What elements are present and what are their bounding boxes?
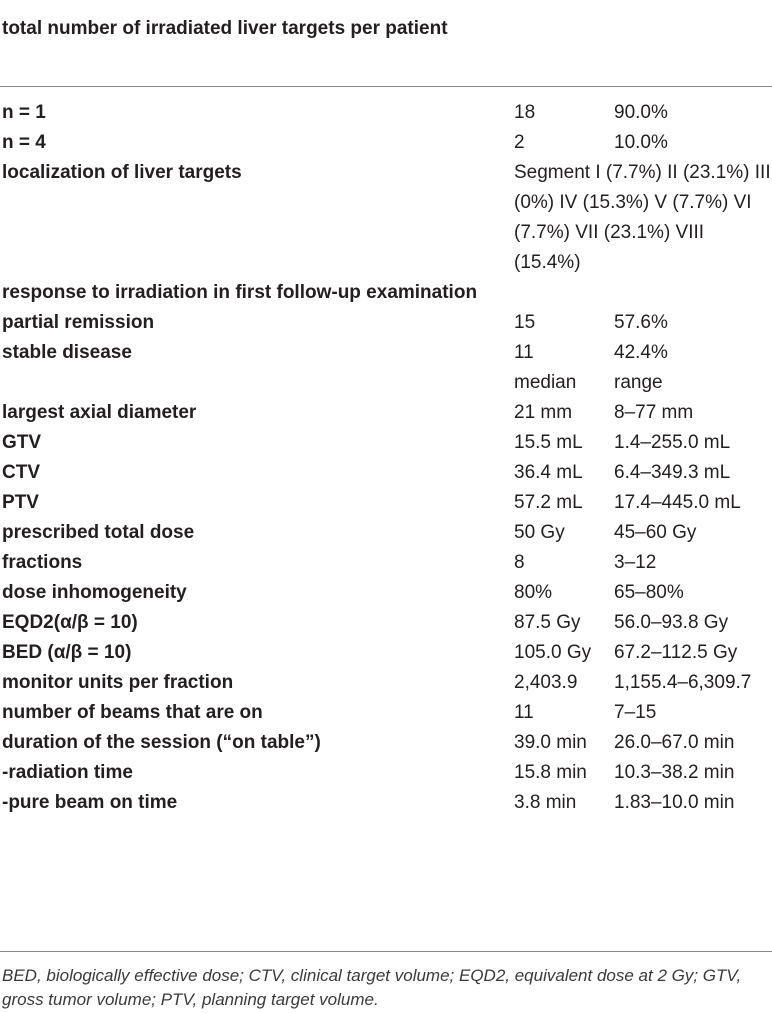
row-value-a: 105.0 Gy — [514, 642, 592, 663]
row-label: localization of liver targets — [2, 162, 242, 183]
table-row — [0, 578, 772, 608]
table-row — [0, 98, 772, 128]
row-value-a: 39.0 min — [514, 732, 587, 753]
table-row — [0, 368, 772, 398]
row-value-a: 15.8 min — [514, 762, 587, 783]
row-value-a: 15 — [514, 312, 536, 333]
row-value-a: 15.5 mL — [514, 432, 583, 453]
row-value-a: 80% — [514, 582, 553, 603]
row-value-a: 11 — [514, 342, 534, 363]
row-label: -radiation time — [2, 762, 133, 783]
row-value-a — [514, 278, 614, 308]
table-row — [0, 788, 772, 818]
table-row — [0, 398, 772, 428]
row-label: GTV — [2, 432, 42, 453]
row-value-b: 42.4% — [614, 342, 668, 363]
row-value-b: 17.4–445.0 mL — [614, 492, 741, 513]
row-label: n = 1 — [2, 102, 46, 123]
table-row — [0, 548, 772, 578]
table-row — [0, 698, 772, 728]
row-value-a: 50 Gy — [514, 522, 565, 543]
footer-divider — [0, 951, 772, 952]
row-label: PTV — [2, 492, 39, 513]
row-label — [0, 368, 514, 398]
table-row — [0, 518, 772, 548]
column-header-median: median — [514, 372, 577, 393]
header-divider — [0, 86, 772, 87]
row-value-b: 8–77 mm — [614, 402, 694, 423]
row-value-b: 65–80% — [614, 582, 684, 603]
table-footnote: BED, biologically effective dose; CTV, clinical target volume; EQD2, equivalent dose at 2 Gy; GTV, gross tumor volume; PTV, planning target volume. — [2, 966, 742, 1009]
row-value-b: 1.4–255.0 mL — [614, 432, 731, 453]
row-label: prescribed total dose — [2, 522, 195, 543]
table-row — [0, 608, 772, 638]
table-row — [0, 728, 772, 758]
row-value-a: 57.2 mL — [514, 492, 583, 513]
table-row — [0, 128, 772, 158]
row-value-b: 57.6% — [614, 312, 668, 333]
row-value-a: 2,403.9 — [514, 672, 578, 693]
row-value-b: 90.0% — [614, 102, 668, 123]
row-value-a: 3.8 min — [514, 792, 577, 813]
row-label: BED (α/β = 10) — [2, 642, 132, 663]
table-row — [0, 158, 772, 278]
row-value-b — [614, 278, 772, 308]
row-label: partial remission — [2, 312, 155, 333]
row-value-a: 36.4 mL — [514, 462, 583, 483]
row-value-b: 67.2–112.5 Gy — [614, 642, 738, 663]
row-label: fractions — [2, 552, 83, 573]
table-row — [0, 428, 772, 458]
row-label: CTV — [2, 462, 40, 483]
row-value-a: 87.5 Gy — [514, 612, 581, 633]
row-value-a: 21 mm — [514, 402, 573, 423]
row-label: n = 4 — [2, 132, 46, 153]
row-label: EQD2(α/β = 10) — [2, 612, 138, 633]
row-label: monitor units per fraction — [2, 672, 234, 693]
row-label: stable disease — [2, 342, 132, 363]
table-row — [0, 638, 772, 668]
row-value-b: 6.4–349.3 mL — [614, 462, 731, 483]
row-label: duration of the session (“on table”) — [2, 732, 321, 753]
table-row — [0, 458, 772, 488]
row-label: number of beams that are on — [2, 702, 263, 723]
row-value-b: 7–15 — [614, 702, 657, 723]
row-value-b: 3–12 — [614, 552, 657, 573]
row-value-span: Segment I (7.7%) II (23.1%) III (0%) IV (15.3%) V (7.7%) VI (7.7%) VII (23.1%) VIII (15.4%) — [514, 162, 771, 273]
row-label: -pure beam on time — [2, 792, 178, 813]
table-row — [0, 668, 772, 698]
table-row — [0, 338, 772, 368]
row-value-b: 45–60 Gy — [614, 522, 697, 543]
row-value-b: 10.3–38.2 min — [614, 762, 735, 783]
row-value-b: 10.0% — [614, 132, 668, 153]
row-value-b: 26.0–67.0 min — [614, 732, 735, 753]
row-value-a: 2 — [514, 132, 525, 153]
row-value-a: 11 — [514, 702, 534, 723]
row-label: largest axial diameter — [2, 402, 197, 423]
row-value-b: 1,155.4–6,309.7 — [614, 672, 752, 693]
row-label: dose inhomogeneity — [2, 582, 187, 603]
row-value-a: 8 — [514, 552, 525, 573]
table-row — [0, 278, 772, 308]
table-row — [0, 308, 772, 338]
table-header-title: total number of irradiated liver targets per patient — [2, 18, 448, 39]
table-body — [0, 98, 772, 818]
row-value-b: 56.0–93.8 Gy — [614, 612, 729, 633]
row-label: response to irradiation in first follow-up examination — [2, 282, 478, 303]
row-value-a: 18 — [514, 102, 536, 123]
column-header-range: range — [614, 372, 663, 393]
row-value-b: 1.83–10.0 min — [614, 792, 735, 813]
table-row — [0, 758, 772, 788]
table-row — [0, 488, 772, 518]
